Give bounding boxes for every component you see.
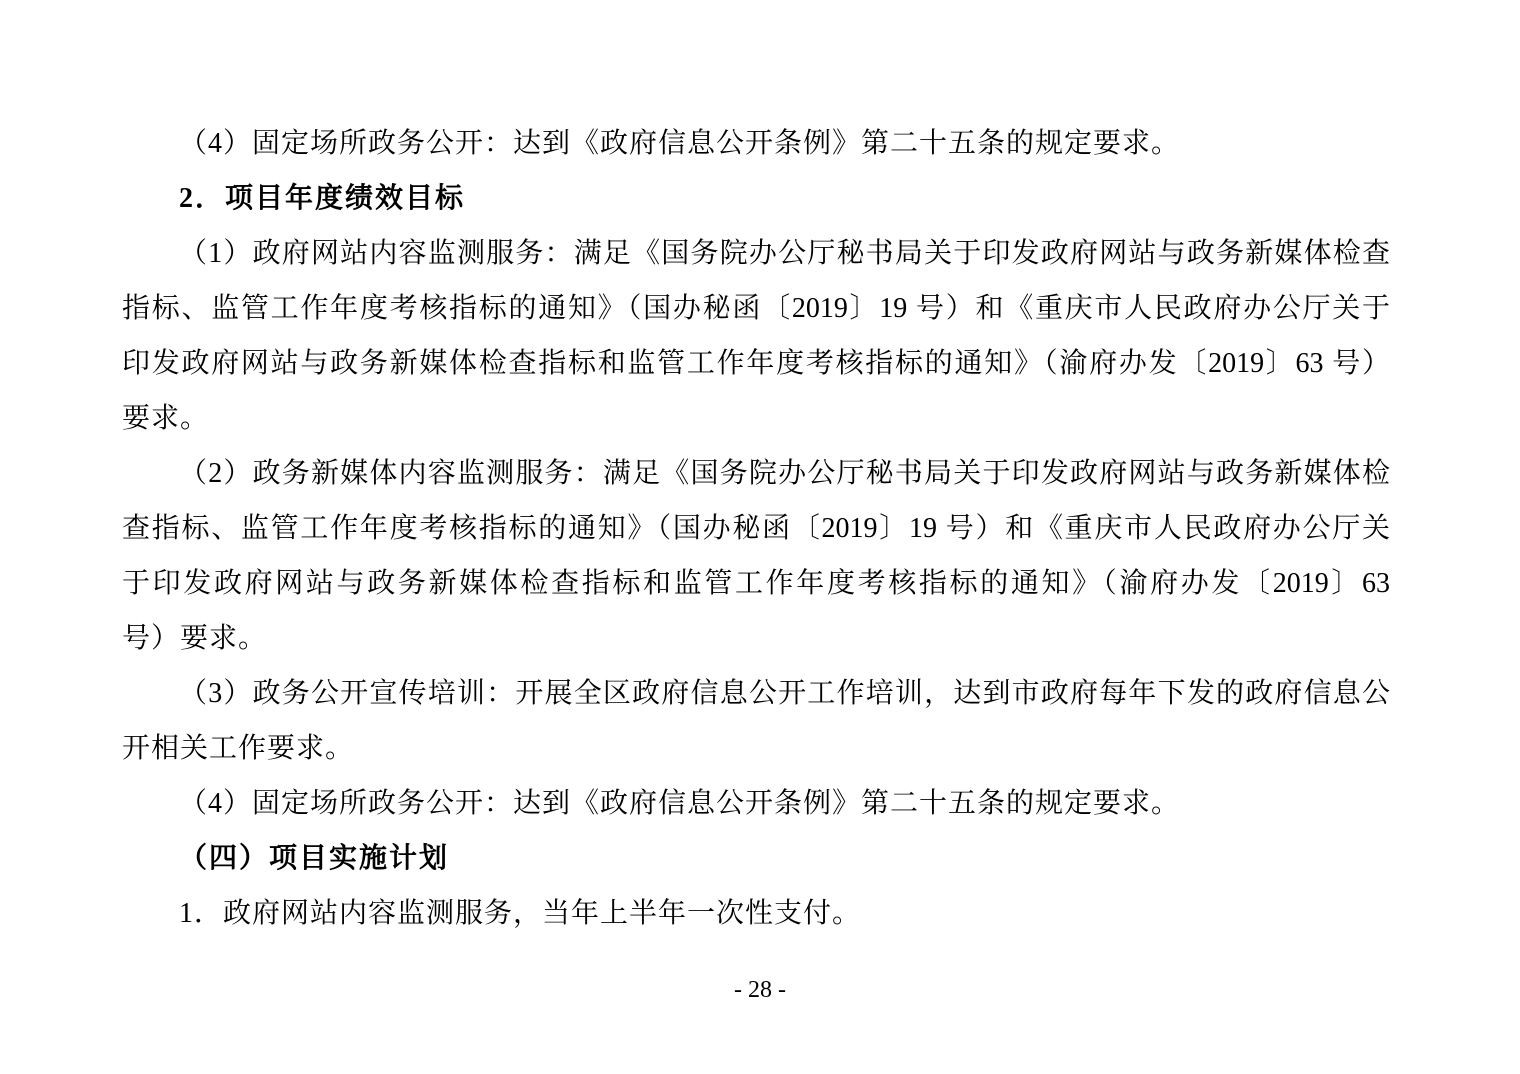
section-heading-implementation-plan: （四）项目实施计划 bbox=[179, 843, 450, 874]
paragraph-line: 要求。 bbox=[122, 403, 210, 434]
paragraph-line: 指标、监管工作年度考核指标的通知》（国办秘函〔2019〕19 号）和《重庆市人民政府办公厅关于 bbox=[122, 293, 1390, 324]
page-number: - 28 - bbox=[734, 977, 786, 1003]
paragraph-line: （2）政务新媒体内容监测服务：满足《国务院办公厅秘书局关于印发政府网站与政务新媒体检 bbox=[179, 458, 1390, 489]
paragraph-line: 号）要求。 bbox=[122, 623, 268, 654]
paragraph-line: 1．政府网站内容监测服务，当年上半年一次性支付。 bbox=[179, 898, 862, 929]
paragraph-line: 开相关工作要求。 bbox=[122, 733, 355, 764]
section-heading-annual-performance-goals: 2．项目年度绩效目标 bbox=[179, 183, 466, 214]
paragraph-line: 查指标、监管工作年度考核指标的通知》（国办秘函〔2019〕19 号）和《重庆市人民政府办公厅关 bbox=[122, 513, 1390, 544]
document-body bbox=[122, 116, 1390, 941]
page-footer bbox=[0, 975, 1520, 1005]
paragraph-line: （3）政务公开宣传培训：开展全区政府信息公开工作培训，达到市政府每年下发的政府信息公 bbox=[179, 678, 1390, 709]
paragraph-line: （1）政府网站内容监测服务：满足《国务院办公厅秘书局关于印发政府网站与政务新媒体检查 bbox=[179, 238, 1390, 269]
paragraph-line: 于印发政府网站与政务新媒体检查指标和监管工作年度考核指标的通知》（渝府办发〔2019〕63 bbox=[122, 568, 1390, 599]
paragraph-line: 印发政府网站与政务新媒体检查指标和监管工作年度考核指标的通知》（渝府办发〔2019〕63 号） bbox=[122, 348, 1390, 379]
paragraph-line: （4）固定场所政务公开：达到《政府信息公开条例》第二十五条的规定要求。 bbox=[179, 128, 1181, 159]
paragraph-line: （4）固定场所政务公开：达到《政府信息公开条例》第二十五条的规定要求。 bbox=[179, 788, 1181, 819]
